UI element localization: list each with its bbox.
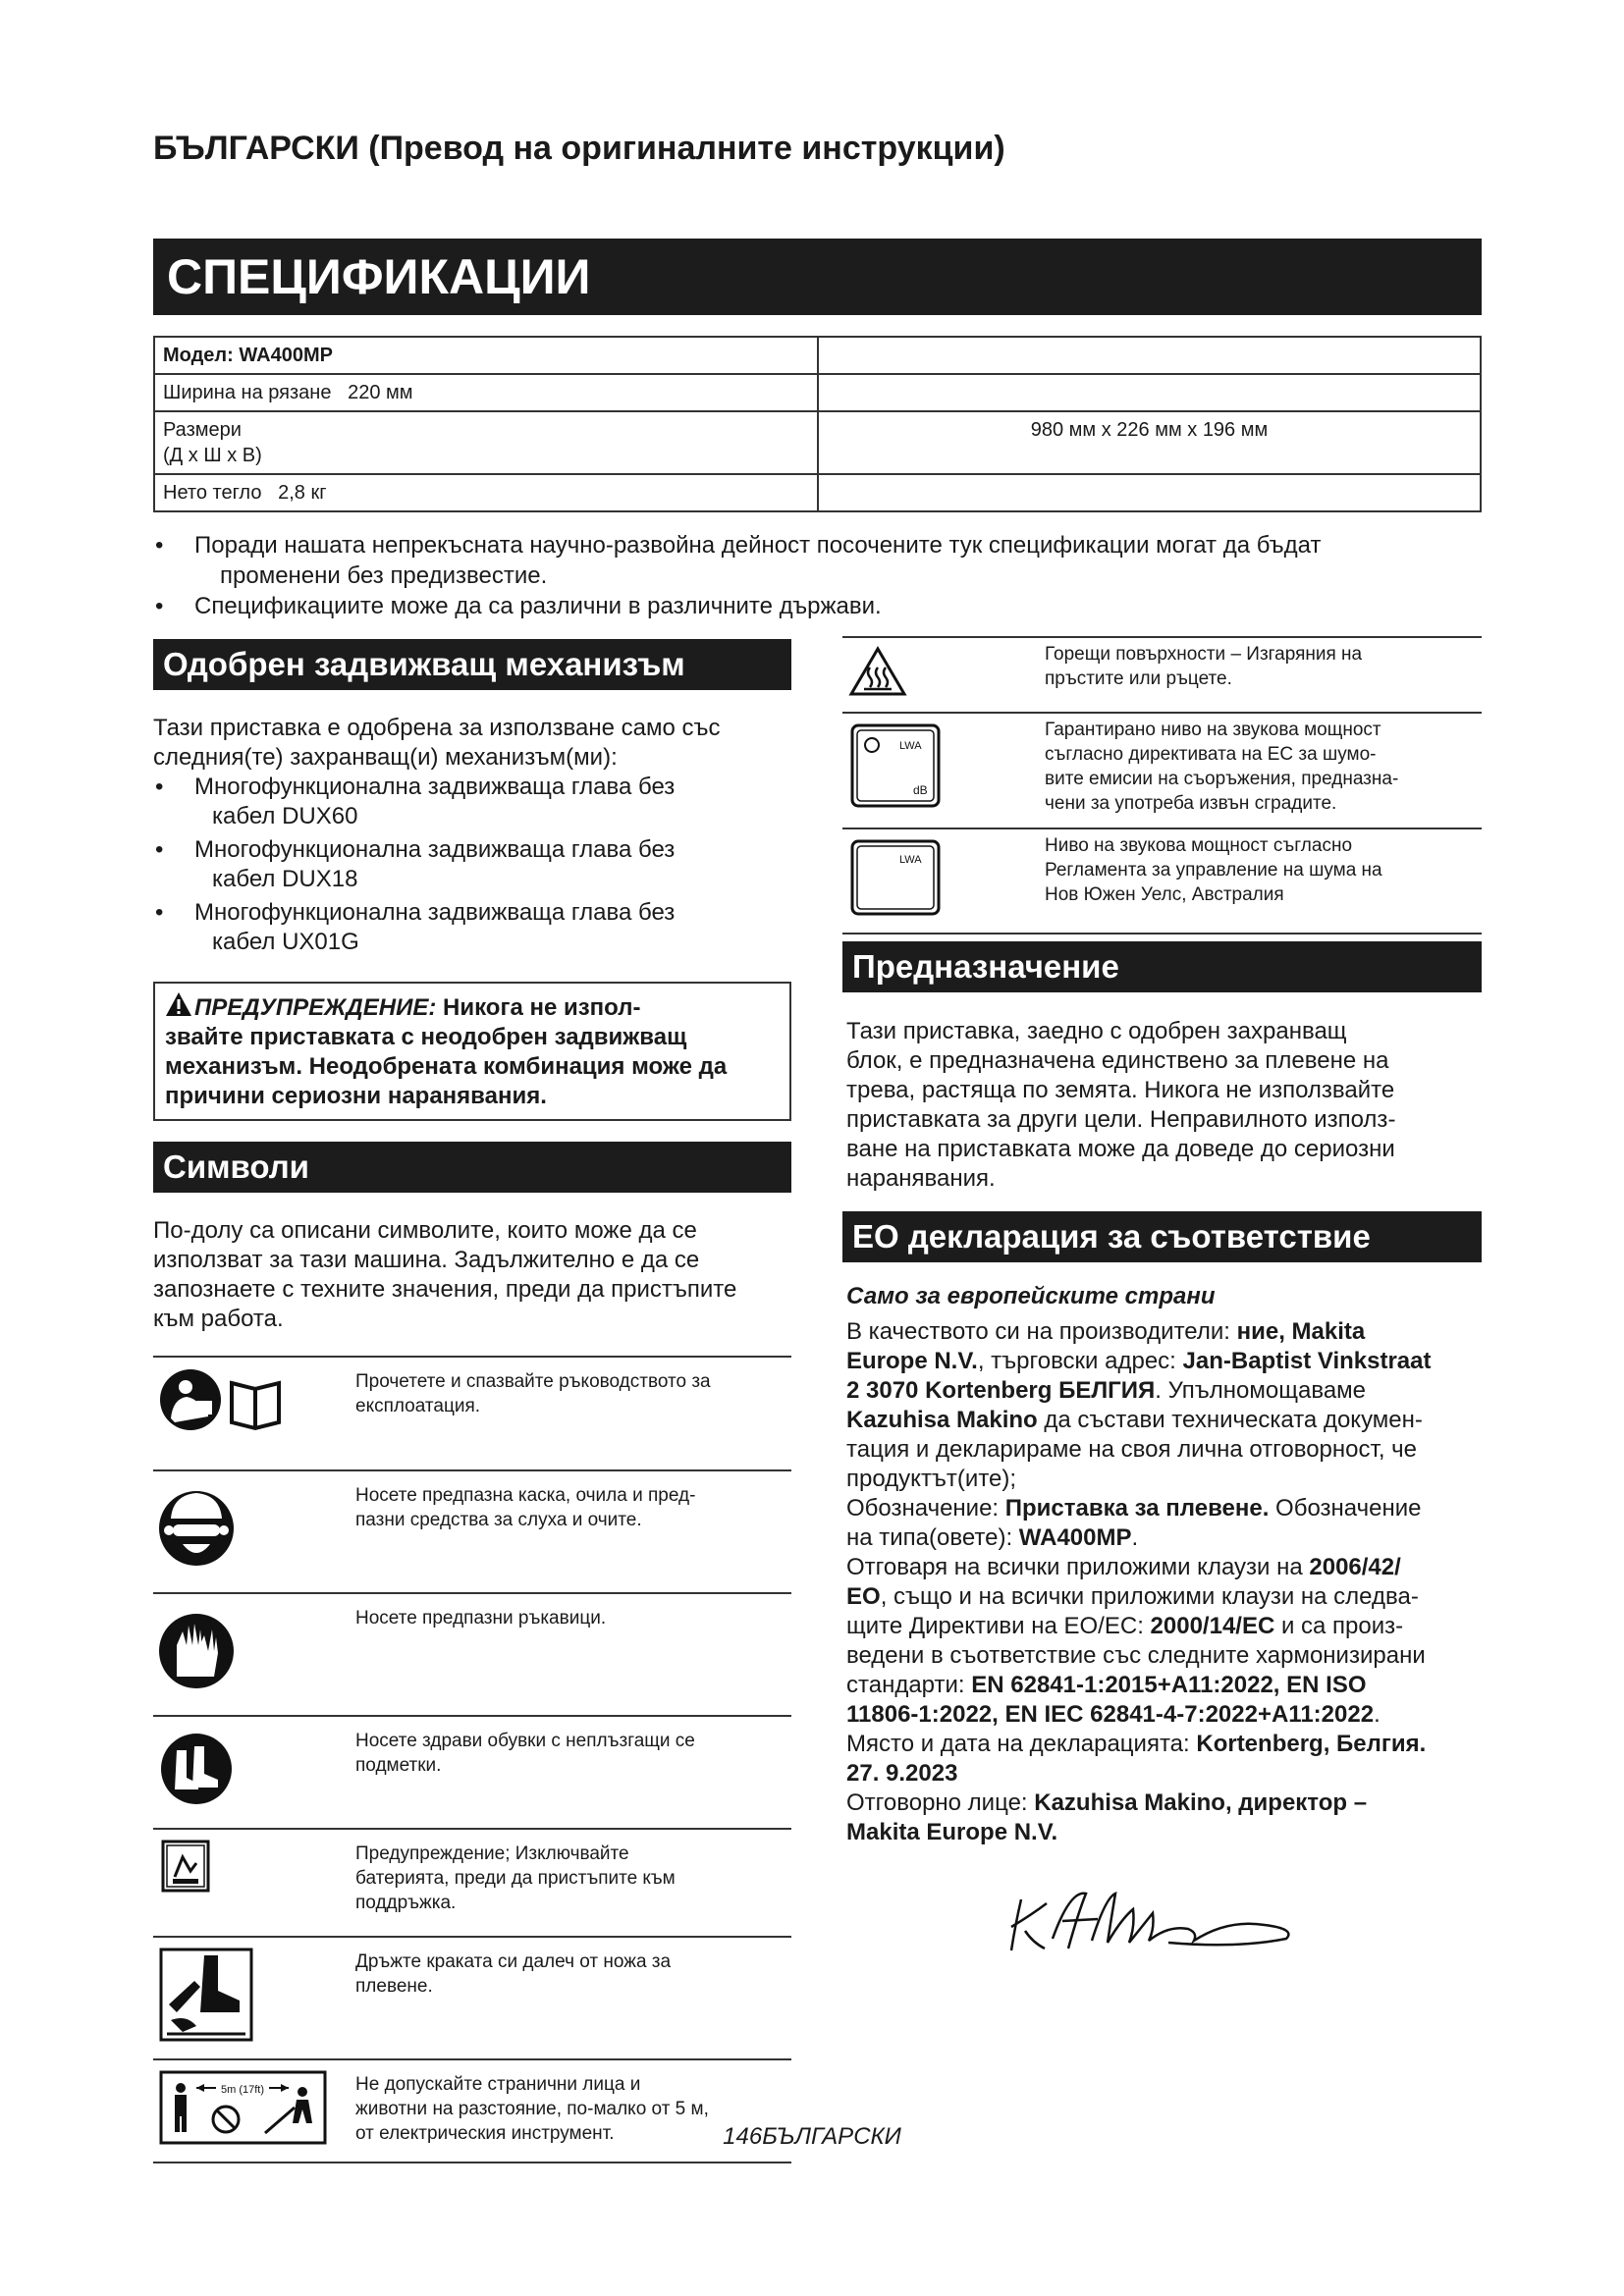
sound-power-nsw-icon (848, 837, 943, 918)
footer-language: БЪЛГАРСКИ (762, 2123, 901, 2150)
model-cell: Модел: WA400MP (154, 337, 818, 374)
table-row (154, 337, 1481, 374)
intended-use-text: Тази приставка, заедно с одобрен захранващ блок, е предназначена единствено за плевене на трева, растяща по земята. Никога не използвайте приставката за други цели. Неправилното използ- ване на приставката може да доведе до сериозни наранявания. (846, 1018, 1396, 1192)
document-language-title: БЪЛГАРСКИ (Превод на оригиналните инструкции) (153, 130, 1005, 167)
table-row (154, 474, 1481, 511)
page-number: 146 (723, 2123, 763, 2150)
dimensions-value-cell: 980 мм x 226 мм x 196 мм (818, 411, 1481, 474)
table-row: Носете предпазна каска, очила и пред- пазни средства за слуха и очите. (153, 1470, 791, 1593)
svg-text:dB: dB (913, 783, 928, 797)
list-item: • Многофункционална задвижваща глава без кабел DUX18 (153, 835, 791, 894)
ec-declaration-text: Само за европейските страни В качеството си на производители: ние, Makita Europe N.V., търговски адрес: Jan-Baptist Vinkstraat 2 3070 Kortenberg БЕЛГИЯ. Упълномощаваме Kazuhisa Makino да състави техническата докумен- тация и декларираме на своя лична отговорност, че продуктът(ите); Обозначение: Приставка за плевене. Обозначение на типа(овете): WA400MP. Отговаря на всички приложими клаузи на 2006/42/ ЕО, също и на всички приложими клаузи на следва- щите Директиви на ЕО/ЕС: 2000/14/ЕС и са произ- ведени в съответствие със следните хармонизирани стандарти: EN 62841-1:2015+A11:2022, EN ISO 11806-1:2022, EN IEC 62841-4-7:2022+A11:2022. Място и дата на декларацията: Kortenberg, Белгия. 27. 9.2023 Отговорно лице: Kazuhisa Makino, директор – Makita Europe N.V. (846, 1282, 1494, 1847)
approved-power-unit-heading: Одобрен задвижващ механизъм (153, 639, 791, 690)
table-row: Дръжте краката си далеч от ножа за плевене. (153, 1937, 791, 2059)
ec-declaration-heading: ЕО декларация за съответствие (842, 1211, 1482, 1262)
table-row: LWA Ниво на звукова мощност съгласно Регламента за управление на шума на Нов Южен Уелс, Австралия (842, 828, 1482, 934)
symbols-table (153, 1356, 791, 2163)
table-row: Прочетете и спазвайте ръководството за експлоатация. (153, 1357, 791, 1470)
specification-notes (153, 530, 1482, 621)
svg-text:LWA: LWA (899, 740, 922, 752)
gloves-icon (157, 1602, 236, 1700)
net-weight-cell: Нето тегло 2,8 кг (154, 474, 818, 511)
table-row: Носете здрави обувки с неплъзгащи се подметки. (153, 1716, 791, 1829)
warning-box: ПРЕДУПРЕЖДЕНИЕ: Никога не изпол- звайте приставката с неодобрен задвижващ механизъм. Неодобрената комбинация може да причини сериозни наранявания. (153, 982, 791, 1121)
table-row (154, 411, 1481, 474)
table-row: 5m (17ft) Не допускайте странични лица и животни на разстояние, по-малко от 5 м, от електрическия инструмент. (153, 2059, 791, 2163)
helmet-goggles-ear-icon (157, 1479, 236, 1577)
list-item: • Спецификациите може да са различни в различните държави. (153, 591, 1482, 621)
table-row: Горещи повърхности – Изгаряния на пръстите или ръцете. (842, 637, 1482, 713)
warning-label: ПРЕДУПРЕЖДЕНИЕ: (194, 994, 437, 1021)
specifications-banner: СПЕЦИФИКАЦИИ (153, 239, 1482, 315)
dimensions-label-cell: Размери (Д x Ш x В) (154, 411, 818, 474)
table-row: Предупреждение; Изключвайте батерията, преди да пристъпите към поддръжка. (153, 1829, 791, 1937)
hot-surface-icon (848, 646, 907, 697)
list-item: • Многофункционална задвижваща глава без кабел UX01G (153, 898, 791, 957)
table-row: Носете предпазни ръкавици. (153, 1593, 791, 1716)
table-row: LWA dB Гарантирано ниво на звукова мощност съгласно директивата на ЕС за шумо- вите емисии на съоръжения, предназна- чени за употреба извън сградите. (842, 713, 1482, 828)
sound-power-eu-icon (848, 721, 943, 810)
list-item: • Многофункционална задвижваща глава без кабел DUX60 (153, 773, 791, 831)
boots-icon (157, 1725, 236, 1813)
table-row (154, 374, 1481, 411)
read-manual-icon (157, 1365, 304, 1434)
remove-battery-icon (157, 1838, 216, 1896)
symbols-table-right (842, 636, 1482, 934)
keep-feet-away-icon (157, 1946, 255, 2044)
cutting-width-cell: Ширина на рязане 220 мм (154, 374, 818, 411)
symbols-intro: По-долу са описани символите, които може да се използват за тази машина. Задължително е да се запознаете с техните значения, преди да пристъпите към работа. (153, 1217, 737, 1332)
svg-text:5m (17ft): 5m (17ft) (220, 2084, 265, 2096)
approved-intro: Тази приставка е одобрена за използване само със следния(те) захранващ(и) механизъм(ми): • Многофункционална задвижваща глава без кабел DUX60 • Многофункционална задвижваща глава без кабел DUX18 • Многофункционална задвижваща глава без кабел UX01G (153, 714, 791, 961)
specifications-table (153, 336, 1482, 512)
signature (1001, 1870, 1316, 1963)
symbols-heading: Символи (153, 1142, 791, 1193)
ec-subheading: Само за европейските страни (846, 1283, 1216, 1309)
page-footer (0, 2123, 1624, 2151)
intended-use-heading: Предназначение (842, 941, 1482, 992)
warning-triangle-icon (165, 991, 192, 1017)
list-item: • Поради нашата непрекъсната научно-развойна дейност посочените тук спецификации могат да бъдат променени без предизвестие. (153, 530, 1482, 591)
svg-text:LWA: LWA (899, 854, 922, 866)
